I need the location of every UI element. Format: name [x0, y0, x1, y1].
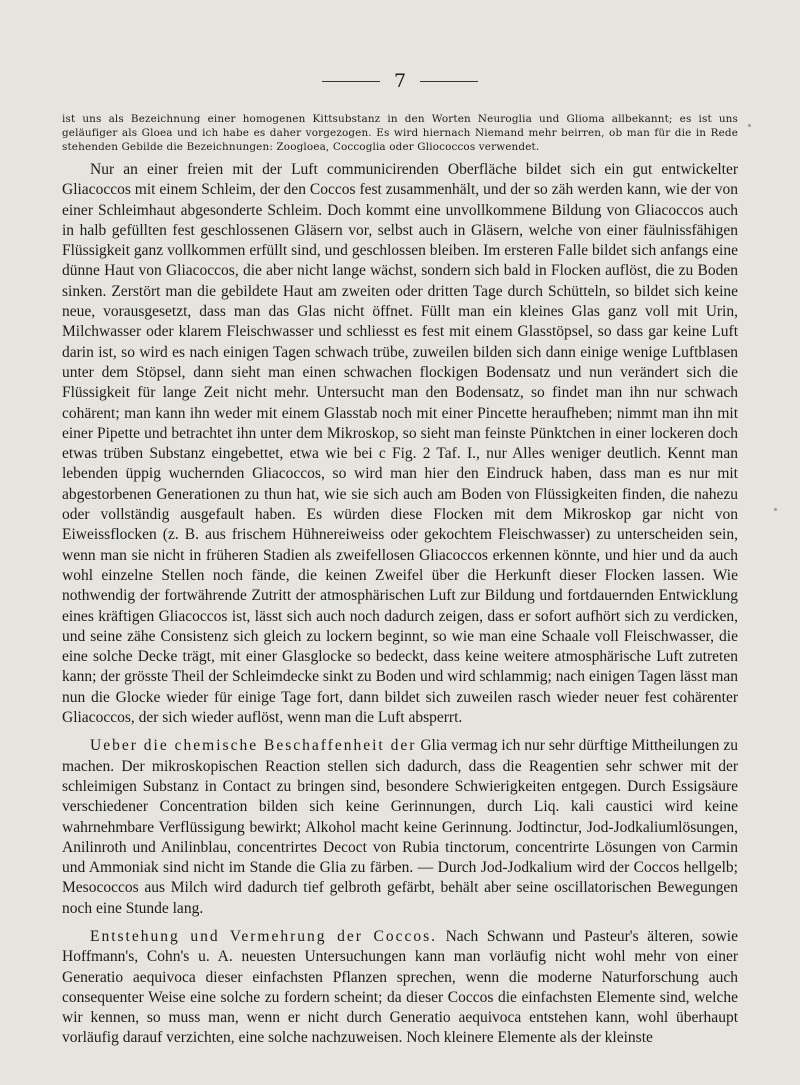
- paragraph-gliacoccos-formation: Nur an einer freien mit der Luft communicirenden Oberfläche bildet sich ein gut entwickelter Gliacoccos mit einem Schleim, der den Coccos fest zusammenhält, und der so zäh werden kann, wie der von einer Schleimhaut abgesonderte Schleim. Doch kommt eine unvollkommene Bildung von Gliacoccos auch in halb gefüllten fest geschlossenen Gläsern vor, selbst auch in Gläsern, welche von einer fäulnissfähigen Flüssigkeit ganz vollkommen erfüllt sind, und geschlossen bleiben. Im ersteren Falle bildet sich anfangs eine dünne Haut von Gliacoccos, die aber nicht lange wächst, sondern sich bald in Flocken auflöst, die zu Boden sinken. Zerstört man die gebildete Haut am zweiten oder dritten Tage durch Schütteln, so bildet sich keine neue, vorausgesetzt, dass man das Glas nicht öffnet. Füllt man ein kleines Glas ganz voll mit Urin, Milchwasser oder klarem Fleischwasser und schliesst es fest mit einem Glasstöpsel, so dass gar keine Luft darin ist, so wird es nach einigen Tagen schwach trübe, zuweilen bilden sich dann einige wenige Luftblasen unter dem Stöpsel, dann sieht man einen schwachen flockigen Bodensatz und nun verändert sich die Flüssigkeit für lange Zeit nicht mehr. Untersucht man den Bodensatz, so findet man ihn nur schwach cohärent; man kann ihn weder mit einem Glasstab noch mit einer Pincette heraufheben; nimmt man ihn mit einer Pipette und betrachtet ihn unter dem Mikroskop, so sieht man feinste Pünktchen in einer lockeren doch etwas trüben Substanz eingebettet, etwa wie bei c Fig. 2 Taf. I., nur Alles weniger deutlich. Kennt man lebenden üppig wuchernden Gliacoccos, so wird man hier den Eindruck haben, dass man es nur mit abgestorbenen Generationen zu thun hat, wie sie sich auch am Boden von Flüssigkeiten finden, die nahezu oder vollständig ausgefault haben. Es würden diese Flocken mit dem Mikroskop gar nicht von Eiweissflocken (z. B. aus frischem Hühnereiweiss oder gekochtem Fleischwasser) zu unterscheiden sein, wenn man sie nicht in früheren Stadien als zweifellosen Gliacoccos erkennen könnte, und hier und da auch wohl einzelne Stellen noch fände, die keinen Zweifel über die Herkunft dieser Flocken lassen. Wie nothwendig der fortwährende Zutritt der atmosphärischen Luft zur Bildung und fortdauernden Entwicklung eines kräftigen Gliacoccos ist, lässt sich auch noch dadurch zeigen, dass er sofort aufhört sich zu verdicken, und seine zähe Consistenz sich gleich zu lockern beginnt, so wie man eine Schaale voll Fleischwasser, die eine solche Decke trägt, mit einer Glasglocke so bedeckt, dass keine weitere atmosphärische Luft zutreten kann; der grösste Theil der Schleimdecke sinkt zu Boden und wird schlammig; nach einigen Tagen lässt man nun die Glocke wieder für einige Tage fort, dann bildet sich zuweilen rasch wieder neuer fest cohärenter Gliacoccos, der sich wieder auflöst, wenn man die Luft absperrt.: [62, 161, 738, 727]
- paragraph-origin-multiplication: [62, 927, 738, 1049]
- main-text: [62, 160, 738, 1049]
- section-lead-origin: Entstehung und Vermehrung der Coccos.: [90, 927, 437, 945]
- paragraph-chemical-properties: [62, 736, 738, 919]
- page-number: 7: [393, 70, 407, 92]
- paper-speck: [748, 124, 751, 127]
- paragraph-origin-text: Nach Schwann und Pasteur's älteren, sowie Hoffmann's, Cohn's u. A. neuesten Untersuchungen kann man vorläufig nicht wohl mehr von einer Generatio aequivoca dieser einfachsten Pflanzen sprechen, wenn die moderne Naturforschung auch consequenter Weise eine solche zu fordern scheint; da dieser Coccos die einfachsten Elemente sind, welche wir kennen, so muss man, wenn er nicht durch Generatio aequivoca entstehen kann, wohl überhaupt vorläufig darauf verzichten, eine solche nachzuweisen. Noch kleinere Elemente als der kleinste: [62, 927, 738, 1047]
- page-header: [0, 72, 800, 91]
- section-lead-chemical: Ueber die chemische Beschaffenheit der: [90, 737, 417, 755]
- footnote-continuation: ist uns als Bezeichnung einer homogenen Kittsubstanz in den Worten Neuroglia und Glioma allbekannt; es ist uns geläufiger als Gloea und ich habe es daher vorgezogen. Es wird hiernach Niemand mehr beirren, ob man für die in Rede stehenden Gebilde die Bezeichnungen: Zoogloea, Coccoglia oder Gliococcos verwendet.: [62, 113, 738, 153]
- header-rule-left: [322, 81, 380, 82]
- paragraph-chemical-text: Glia vermag ich nur sehr dürftige Mittheilungen zu machen. Der mikroskopischen Reaction stellen sich dadurch, dass die Reagentien sehr schwer mit der schleimigen Substanz in Contact zu bringen sind, besondere Schwierigkeiten entgegen. Durch Essigsäure verschiedener Concentration bilden sich keine Gerinnungen, durch Liq. kali caustici wird keine wahrnehmbare Verflüssigung bewirkt; Alkohol macht keine Gerinnung. Jodtinctur, Jod-Jodkaliumlösungen, Anilinroth und Anilinblau, concentrirtes Decoct von Rubia tinctorum, concentrirte Lösungen von Carmin und Ammoniak sind nicht im Stande die Glia zu färben. — Durch Jod-Jodkalium wird der Coccos hellgelb; Mesococcos aus Milch wird dadurch tief gelbroth gefärbt, behält aber seine oscillatorischen Bewegungen noch eine Stunde lang.: [62, 737, 738, 917]
- header-rule-right: [420, 81, 478, 82]
- paper-speck: [774, 508, 777, 511]
